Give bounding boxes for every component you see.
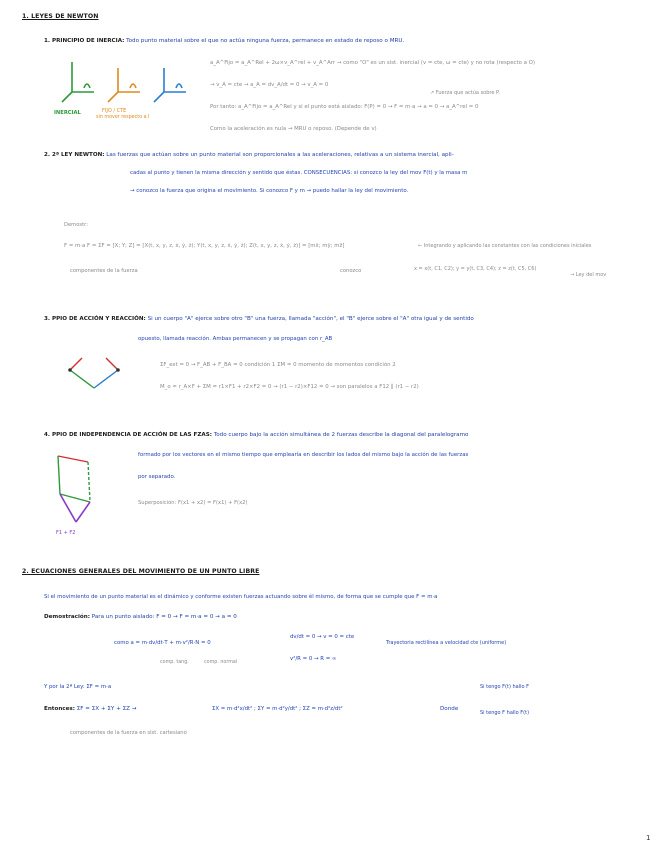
principle-1 [44,38,404,44]
action-reaction-diagram [60,352,140,396]
principle-4-title: 4. PPIO DE INDEPENDENCIA DE ACCIÓN DE LAS FZAS: [44,432,212,438]
principle-4 [44,432,468,438]
principle-2 [44,152,454,158]
parallelogram-diagram [44,450,114,535]
eq-por-tanto: Por tanto: a_A^Fijo = a_A^Rel y si el punto está aislado: F(P) = 0 → F = m·a → a = 0 → a_A^rel = 0 [210,104,479,110]
cartesian-components: ΣX = m·d²x/dt² ; ΣY = m·d²y/dt² ; ΣZ = m·d²z/dt² [212,706,343,712]
section-heading-leyes-newton: 1. LEYES DE NEWTON [22,13,99,20]
second-law-sum: Y por la 2ª Ley: ΣF = m·a [44,684,112,690]
moving-frame [154,68,186,102]
principle-1-title: 1. PRINCIPIO DE INERCIA: [44,38,125,44]
eq-mru-conclusion: Como la aceleración es nula → MRU o reposo. (Depende de v) [210,126,377,132]
superposition-eq: Superposición: F(x1 + x2) = F(x1) + F(x2) [138,500,248,506]
label-inercial: INERCIAL [54,110,81,116]
demostracion-title: Demostración: [44,614,90,620]
demostr-label: Demostr: [64,222,88,228]
entonces-eq: ΣF = ΣX + ΣY + ΣZ → [76,706,137,712]
principle-3 [44,316,474,322]
principle-3-title: 3. PPIO DE ACCIÓN Y REACCIÓN: [44,316,146,322]
label-f1-plus-f2: F1 + F2 [56,530,76,536]
conozco-label: conozco [340,268,362,274]
eq-integration-note: ← Integrando y aplicando las constantes con las condiciones iniciales [418,243,592,249]
entonces-block [44,706,136,712]
trajectory-conclusion: Trayectoria rectilínea a velocidad cte (uniforme) [386,640,507,646]
principle-2-line2: cadas al punto y tienen la misma dirección y sentido que éstas. CONSECUENCIAS: si conozco la ley del mov F(t) y la masa m [130,170,468,176]
motion-intro: Si el movimiento de un punto material es el dinámico y conforme existen fuerzas actuando sobre él mismo, de forma que se cumple que F = m·a [44,594,438,600]
comp-fuerza-cartesian: componentes de la fuerza en sist. cartesiano [70,730,187,736]
comp-tang-label: comp. tang. [160,660,189,665]
donde-case1: Si tengo F(t) hallo F [480,684,530,690]
principle-4-line3: por separado. [138,474,176,480]
inertial-frame [62,62,94,102]
label-fijo: FIJO / CTE [102,108,127,114]
principle-4-line2: formado por los vectores en el mismo tiempo que emplearía en describir los lados del mismo bajo la acción de las fuerzas [138,452,469,458]
entonces-title: Entonces: [44,706,75,712]
principle-3-line1: Si un cuerpo "A" ejerce sobre otro "B" una fuerza, llamada "acción", el "B" ejerce sobre el "A" otra igual y de sentido [147,316,474,322]
eq-intrinsic-accel: como a = m·dv/dt·T + m·v²/R·N = 0 [114,640,211,646]
eq-action-cond2: M_o = r_A×F + ΣM = r1×F1 + r2×F2 = 0 → (r1 − r2)×F12 = 0 → son paralelos a F12 ∥ (r1 − r2) [160,384,419,390]
label-fijo-note: sin mover respecto a I [96,115,150,120]
eq-second-law-matrix: F = m·a F = ΣF = [X; Y; Z] = [X(t, x, y, z, ẋ, ẏ, ż); Y(t, x, y, z, ẋ, ẏ, ż); Z(t, x, y, z, ẋ, ẏ, ż)] = [mẍ; mÿ; mz̈] [64,243,345,249]
ley-mov-tag: → Ley del mov [570,272,607,278]
case-normal: v²/R = 0 → R = ∞ [290,656,337,662]
eq-velocity-const: → v_A = cte → a_A = dv_A/dt = 0 → v_A = 0 [210,82,329,88]
section-heading-ecuaciones: 2. ECUACIONES GENERALES DEL MOVIMIENTO DE UN PUNTO LIBRE [22,568,260,575]
comp-normal-label: comp. normal [204,660,238,665]
principle-4-line1: Todo cuerpo bajo la acción simultánea de 2 fuerzas describe la diagonal del paralelogramo [213,432,469,438]
principle-3-line2: opuesto, llamada reacción. Ambas permanecen y se propagan con r_AB [138,336,333,342]
demostracion [44,614,237,620]
page-number: 1 [646,834,651,842]
donde-label: Donde [440,706,459,712]
donde-case2: Si tengo F hallo F(t) [480,710,530,716]
eq-accel-composition: a_A^Fijo = a_A^Rel + 2ω×v_A^rel + v_A^Arr → como "O" es un sist. inercial (v = cte, ω = cte) y no rota (respecto a O) [210,60,535,66]
principle-2-line3: → conozco la fuerza que origina el movimiento. Si conozco F y m → puedo hallar la ley del movimiento. [130,188,409,194]
case-tangential: dv/dt = 0 → v = 0 = cte [290,634,355,640]
eq-action-cond1: ΣF_ext = 0 → F_AB + F_BA = 0 condición 1 ΣM = 0 momento de momentos condición 2 [160,362,396,368]
comp-fuerza-label: componentes de la fuerza [70,268,138,274]
principle-1-text: Todo punto material sobre el que no actúa ninguna fuerza, permanece en estado de reposo o MRU. [126,38,405,44]
eq-solution-set: x = x(t, C1, C2); y = y(t, C3, C4); z = z(t, C5, C6) [414,266,537,272]
demostracion-text: Para un punto aislado: F = 0 → F = m·a = 0 → a = 0 [91,614,237,620]
fixed-frame [108,68,140,102]
eq-force-note: ↗ Fuerza que actúa sobre P. [430,90,500,96]
principle-2-title: 2. 2ª LEY NEWTON: [44,152,105,158]
principle-2-line1: Las fuerzas que actúan sobre un punto material son proporcionales a las aceleraciones, relativas a un sistema inercial, apli- [106,152,454,158]
